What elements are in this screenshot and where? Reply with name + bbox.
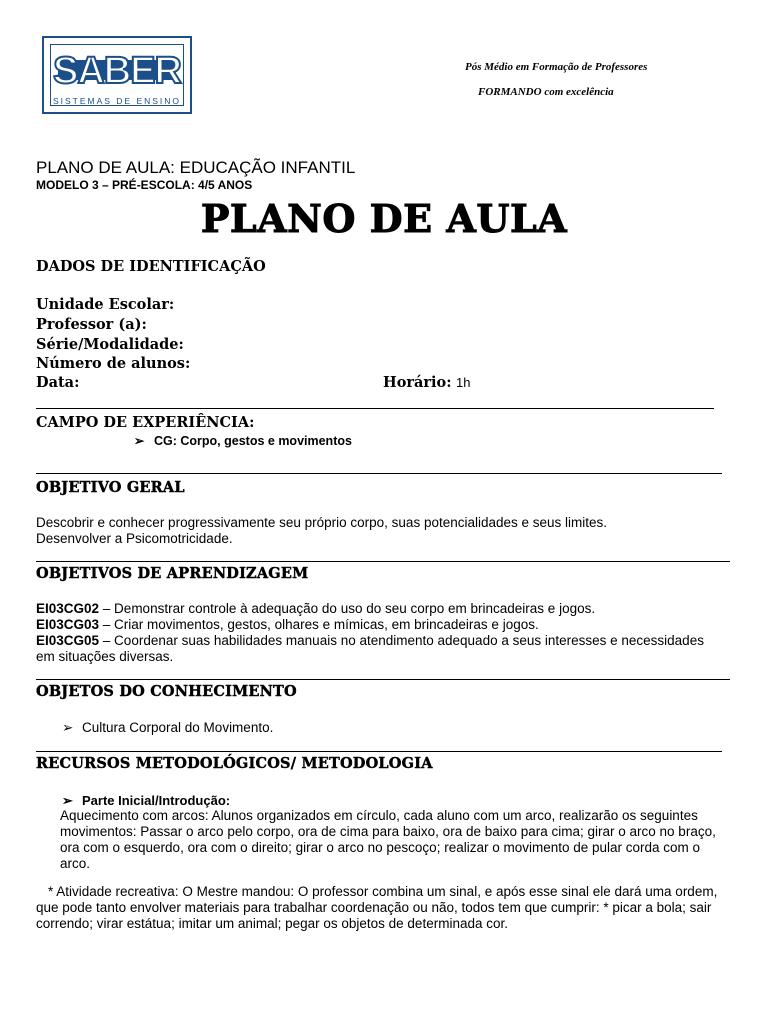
methodology-paragraph [60, 808, 750, 872]
model-line: MODELO 3 – PRÉ-ESCOLA: 4/5 ANOS [36, 178, 253, 192]
experience-heading: CAMPO DE EXPERIÊNCIA: [36, 414, 255, 431]
activity-paragraph [36, 884, 756, 932]
divider [36, 561, 730, 562]
paragraph-line: ora com o esquerdo, ora com o direito; girar o arco no pescoço; realizar o movimento de pular corda com o [60, 840, 701, 855]
page-title: PLANO DE AULA [200, 196, 568, 241]
date-label: Data: [36, 374, 80, 391]
divider [36, 751, 722, 752]
paragraph-line: que pode tanto envolver materiais para trabalhar coordenação ou não, todos tem que cumprir: * picar a bola; sair [36, 900, 712, 915]
general-objective-line-1: Descobrir e conhecer progressivamente seu próprio corpo, suas potencialidades e seus limites. [36, 515, 608, 530]
paragraph-line: movimentos: Passar o arco pelo corpo, ora de cima para baixo, ora de baixo para cima; girar o arco no braço, [60, 824, 716, 839]
plan-heading: PLANO DE AULA: EDUCAÇÃO INFANTIL [36, 158, 356, 177]
learning-objective-item [36, 601, 595, 616]
learning-objective-item [36, 617, 539, 632]
school-label: Unidade Escolar: [36, 296, 175, 313]
objective-text: – Demonstrar controle à adequação do uso do seu corpo em brincadeiras e jogos. [99, 601, 596, 616]
methodology-subheading-text: Parte Inicial/Introdução: [82, 793, 231, 808]
methodology-subheading [62, 793, 230, 809]
students-label: Número de alunos: [36, 355, 191, 372]
learning-objective-item [36, 633, 704, 648]
knowledge-objects-item-text: Cultura Corporal do Movimento. [82, 720, 274, 735]
learning-objectives-heading: OBJETIVOS DE APRENDIZAGEM [36, 565, 309, 582]
time-value: 1h [456, 375, 471, 390]
identification-heading: DADOS DE IDENTIFICAÇÃO [36, 258, 266, 275]
grade-label: Série/Modalidade: [36, 336, 184, 353]
teacher-label: Professor (a): [36, 316, 147, 333]
time-field [383, 374, 471, 392]
knowledge-objects-item [62, 720, 273, 736]
experience-item-text: CG: Corpo, gestos e movimentos [154, 434, 352, 448]
arrow-icon: ➢ [62, 793, 73, 808]
general-objective-heading: OBJETIVO GERAL [36, 479, 185, 496]
objective-code: EI03CG02 [36, 601, 100, 616]
paragraph-line: Aquecimento com arcos: Alunos organizados em círculo, cada aluno com um arco, realizarão os seguintes [60, 808, 698, 823]
header-line-1: Pós Médio em Formação de Professores [465, 61, 648, 73]
knowledge-objects-heading: OBJETOS DO CONHECIMENTO [36, 683, 297, 700]
divider [36, 473, 722, 474]
saber-logo [42, 36, 192, 114]
divider [36, 408, 714, 409]
logo-tagline: SISTEMAS DE ENSINO [52, 96, 182, 106]
time-label: Horário: [383, 374, 452, 391]
objective-code: EI03CG03 [36, 617, 100, 632]
general-objective-line-2: Desenvolver a Psicomotricidade. [36, 531, 233, 546]
header-line-2: FORMANDO com excelência [478, 86, 614, 98]
methodology-heading: RECURSOS METODOLÓGICOS/ METODOLOGIA [36, 755, 433, 772]
arrow-icon: ➢ [62, 720, 74, 735]
logo-brand: SABER [52, 50, 182, 92]
paragraph-line: * Atividade recreativa: O Mestre mandou: O professor combina um sinal, e após esse sinal ele dará uma ordem, [48, 884, 718, 899]
paragraph-line: arco. [60, 856, 91, 871]
divider [36, 679, 730, 680]
objective-text: – Coordenar suas habilidades manuais no atendimento adequado a seus interesses e necessidades [99, 633, 704, 648]
paragraph-line: correndo; virar estátua; imitar um animal; pegar os objetos de determinada cor. [36, 916, 508, 931]
learning-objective-continuation: em situações diversas. [36, 649, 174, 664]
objective-text: – Criar movimentos, gestos, olhares e mímicas, em brincadeiras e jogos. [99, 617, 539, 632]
experience-item [134, 433, 352, 448]
arrow-icon: ➢ [134, 434, 145, 448]
objective-code: EI03CG05 [36, 633, 100, 648]
